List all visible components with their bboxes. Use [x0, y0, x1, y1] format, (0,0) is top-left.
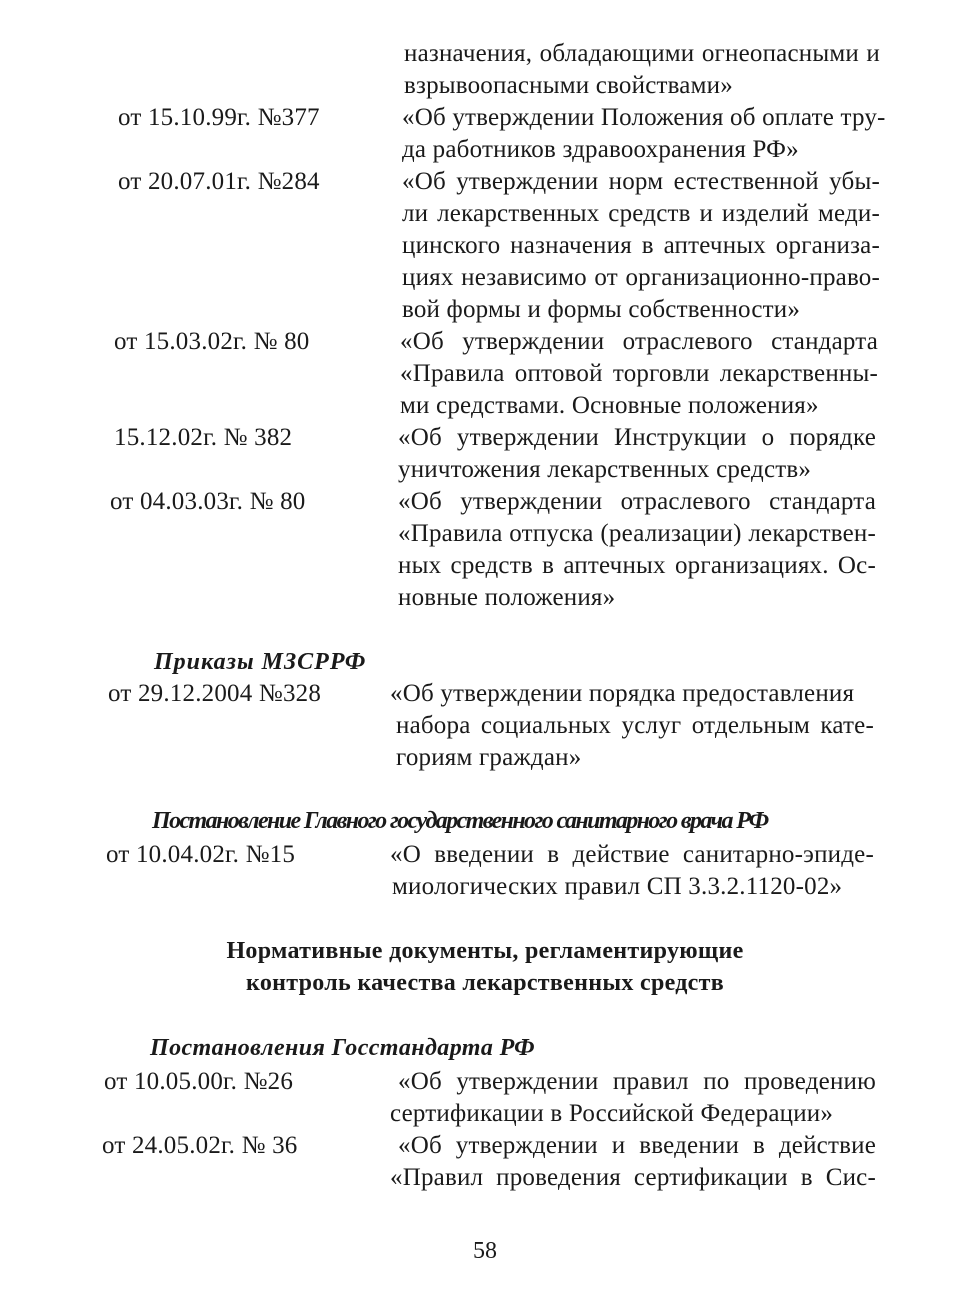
document-date-number: от 15.10.99г. №377	[118, 104, 320, 131]
document-date-number: от 10.04.02г. №15	[106, 841, 296, 868]
document-title-line: «Об утверждении правил по проведению	[398, 1068, 876, 1095]
document-title-line: ми средствами. Основные положения»	[400, 392, 819, 419]
document-title-line: «Об утверждении отраслевого стандарта	[398, 488, 876, 515]
document-title-line: «Об утверждении норм естественной убы-	[402, 168, 880, 195]
document-date-number: от 29.12.2004 №328	[108, 680, 322, 707]
page-number: 58	[473, 1238, 497, 1264]
document-title-line: ли лекарственных средств и изделий меди-	[402, 200, 880, 227]
document-title-line: миологических правил СП 3.3.2.1120-02»	[392, 873, 843, 900]
text-line: взрывоопасными свойствами»	[404, 72, 733, 99]
document-title-line: да работников здравоохранения РФ»	[402, 136, 799, 163]
document-title-line: «Правила оптовой торговли лекарственны-	[400, 360, 878, 387]
document-title-line: «Об утверждении Положения об оплате тру-	[402, 104, 886, 131]
document-title-line: набора социальных услуг отдельным кате-	[396, 712, 874, 739]
section-heading: Постановления Госстандарта РФ	[150, 1035, 535, 1061]
document-date-number: от 15.03.02г. № 80	[114, 328, 310, 355]
document-date-number: от 04.03.03г. № 80	[110, 488, 306, 515]
document-date-number: от 10.05.00г. №26	[104, 1068, 294, 1095]
document-title-line: «Правил проведения сертификации в Сис-	[390, 1164, 876, 1191]
document-title-line: цинского назначения в аптечных организа-	[402, 232, 880, 259]
document-title-line: вой формы и формы собственности»	[402, 296, 801, 323]
document-title-line: сертификации в Российской Федерации»	[390, 1100, 834, 1127]
section-heading: Приказы МЗСРРФ	[154, 649, 367, 675]
section-heading: Постановление Главного государственного санитарного врача РФ	[152, 808, 768, 834]
text-line: назначения, обладающими огнеопасными и	[404, 40, 880, 67]
document-date-number: от 20.07.01г. №284	[118, 168, 320, 195]
document-title-line: циях независимо от организационно-право-	[402, 264, 880, 291]
chapter-heading: контроль качества лекарственных средств	[246, 970, 724, 996]
document-title-line: «Правила отпуска (реализации) лекарствен-	[398, 520, 876, 547]
document-date-number: 15.12.02г. № 382	[114, 424, 293, 451]
document-title-line: гориям граждан»	[396, 744, 582, 771]
document-title-line: новные положения»	[398, 584, 616, 611]
document-date-number: от 24.05.02г. № 36	[102, 1132, 298, 1159]
document-title-line: «Об утверждении и введении в действие	[398, 1132, 876, 1159]
document-title-line: «О введении в действие санитарно-эпиде-	[390, 841, 874, 868]
chapter-heading: Нормативные документы, регламентирующие	[226, 938, 744, 964]
document-title-line: ных средств в аптечных организациях. Ос-	[398, 552, 876, 579]
document-title-line: «Об утверждении порядка предоставления	[390, 680, 855, 707]
document-title-line: «Об утверждении Инструкции о порядке	[398, 424, 876, 451]
document-title-line: «Об утверждении отраслевого стандарта	[400, 328, 878, 355]
document-title-line: уничтожения лекарственных средств»	[398, 456, 812, 483]
